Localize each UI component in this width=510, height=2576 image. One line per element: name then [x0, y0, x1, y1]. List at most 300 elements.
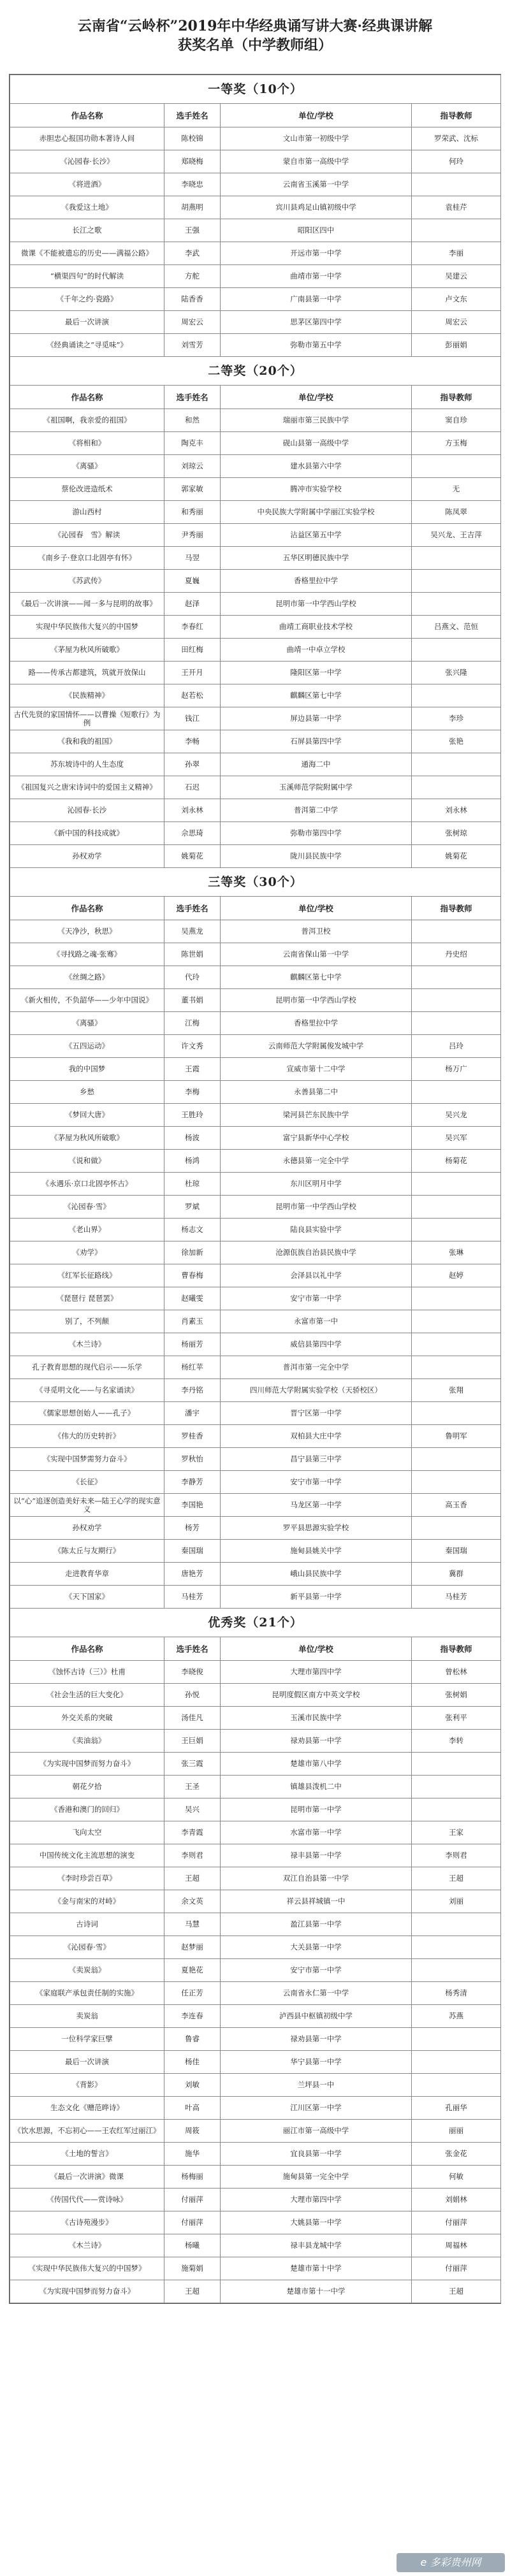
advisor-cell: 孔丽华: [412, 2097, 501, 2120]
table-header-row: [10, 386, 501, 409]
advisor-cell: [412, 1959, 501, 1982]
table-row: [10, 1058, 501, 1081]
header-school: 单位/学校: [221, 1637, 412, 1661]
header-work-title: 作品名称: [10, 386, 164, 409]
contestant-name-cell: 李晓俊: [164, 1661, 221, 1684]
school-cell: 罗平县思源实验学校: [221, 1517, 412, 1540]
work-title-cell: 《古诗苑漫步》: [10, 2211, 164, 2234]
advisor-cell: 张兴隆: [412, 662, 501, 684]
advisor-cell: 王家: [412, 1821, 501, 1844]
advisor-cell: 卢文东: [412, 288, 501, 311]
contestant-name-cell: 刘敏: [164, 2074, 221, 2097]
work-title-cell: 乡愁: [10, 1081, 164, 1104]
table-row: [10, 1196, 501, 1219]
advisor-cell: 周福林: [412, 2234, 501, 2257]
contestant-name-cell: 施华: [164, 2143, 221, 2166]
contestant-name-cell: 杜琼: [164, 1173, 221, 1196]
contestant-name-cell: 姚菊花: [164, 845, 221, 868]
school-cell: 陆良县实验中学: [221, 1219, 412, 1241]
work-title-cell: 《民族精神》: [10, 684, 164, 707]
school-cell: 玉溪师范学院附属中学: [221, 776, 412, 799]
table-row: [10, 1844, 501, 1867]
school-cell: 禄劝县第一中学: [221, 2028, 412, 2051]
school-cell: 昆明市第一中学西山学校: [221, 989, 412, 1012]
work-title-cell: 《五四运动》: [10, 1035, 164, 1058]
work-title-cell: 《离骚》: [10, 1012, 164, 1035]
school-cell: 楚雄市第十中学: [221, 2257, 412, 2280]
table-row: [10, 920, 501, 943]
table-row: [10, 1936, 501, 1959]
contestant-name-cell: 刘琼云: [164, 455, 221, 478]
advisor-cell: [412, 2028, 501, 2051]
table-row: [10, 1684, 501, 1707]
contestant-name-cell: 付丽萍: [164, 2211, 221, 2234]
advisor-cell: 方玉梅: [412, 432, 501, 455]
advisor-cell: 李丽: [412, 242, 501, 265]
contestant-name-cell: 罗桂香: [164, 1425, 221, 1448]
table-row: [10, 1012, 501, 1035]
school-cell: 昆明市第一中学西山学校: [221, 1196, 412, 1219]
school-cell: 宣威市第十二中学: [221, 1058, 412, 1081]
advisor-cell: 鲁明军: [412, 1425, 501, 1448]
school-cell: 玉溪市民族中学: [221, 1707, 412, 1730]
work-title-cell: 《卖炭翁》: [10, 1959, 164, 1982]
advisor-cell: [412, 1196, 501, 1219]
work-title-cell: 《背影》: [10, 2074, 164, 2097]
school-cell: 禄丰县第一中学: [221, 1844, 412, 1867]
award-section-heading: [10, 868, 501, 897]
school-cell: 镇雄县泼机二中: [221, 1776, 412, 1798]
table-row: [10, 242, 501, 265]
contestant-name-cell: 任正芳: [164, 1982, 221, 2005]
contestant-name-cell: 杨佳: [164, 2051, 221, 2074]
award-list-sheet: [9, 74, 501, 2304]
work-title-cell: 《儒家思想创始人——孔子》: [10, 1402, 164, 1425]
work-title-cell: 《老山界》: [10, 1219, 164, 1241]
school-cell: 大关县第一中学: [221, 1936, 412, 1959]
work-title-cell: 中国传统文化主流思想的演变: [10, 1844, 164, 1867]
table-row: [10, 1494, 501, 1517]
work-title-cell: 《千年之约·瓷路》: [10, 288, 164, 311]
work-title-cell: 《茅屋为秋风所破歌》: [10, 1127, 164, 1150]
contestant-name-cell: 王超: [164, 2280, 221, 2303]
advisor-cell: [412, 1012, 501, 1035]
table-row: [10, 409, 501, 432]
header-contestant-name: 选手姓名: [164, 897, 221, 920]
advisor-cell: 杨菊花: [412, 1150, 501, 1173]
work-title-cell: 《蚀怀古诗（三）》杜甫: [10, 1661, 164, 1684]
table-row: [10, 173, 501, 196]
work-title-cell: 赤胆忠心报国功勋本著诗人间: [10, 127, 164, 150]
school-cell: 云南省永仁第一中学: [221, 1982, 412, 2005]
advisor-cell: 高玉香: [412, 1494, 501, 1517]
advisor-cell: 刘丽: [412, 1890, 501, 1913]
contestant-name-cell: 许文秀: [164, 1035, 221, 1058]
contestant-name-cell: 王开月: [164, 662, 221, 684]
school-cell: 屏边县第一中学: [221, 707, 412, 730]
table-row: [10, 2143, 501, 2166]
school-cell: 施甸县第一完全中学: [221, 2166, 412, 2189]
work-title-cell: 实现中华民族伟大复兴的中国梦: [10, 616, 164, 639]
advisor-cell: 李转: [412, 1730, 501, 1753]
school-cell: 宜良县第一中学: [221, 2143, 412, 2166]
school-cell: 云南师范大学附属俊发城中学: [221, 1035, 412, 1058]
contestant-name-cell: 潘宇: [164, 1402, 221, 1425]
work-title-cell: 《饮水思源，不忘初心——王农红军过丽江》: [10, 2120, 164, 2143]
work-title-cell: 《离骚》: [10, 455, 164, 478]
header-advisor: 指导教师: [412, 1637, 501, 1661]
advisor-cell: 周宏云: [412, 311, 501, 334]
table-row: [10, 1776, 501, 1798]
contestant-name-cell: 肖素玉: [164, 1310, 221, 1333]
work-title-cell: 《祖国啊，我亲爱的祖国》: [10, 409, 164, 432]
advisor-cell: [412, 1517, 501, 1540]
work-title-cell: 《沁园春·长沙》: [10, 150, 164, 173]
contestant-name-cell: 方舵: [164, 265, 221, 288]
table-row: [10, 2189, 501, 2211]
school-cell: 昭阳区四中: [221, 219, 412, 242]
contestant-name-cell: 夏巍: [164, 570, 221, 593]
school-cell: 弥勒市第五中学: [221, 334, 412, 357]
table-row: [10, 288, 501, 311]
school-cell: 梁河县芒东民族中学: [221, 1104, 412, 1127]
table-row: [10, 662, 501, 684]
work-title-cell: 《劝学》: [10, 1241, 164, 1264]
advisor-cell: 赵婷: [412, 1264, 501, 1287]
table-row: [10, 2051, 501, 2074]
contestant-name-cell: 罗斌: [164, 1196, 221, 1219]
table-row: [10, 707, 501, 730]
work-title-cell: 《实现中华民族伟大复兴的中国梦》: [10, 2257, 164, 2280]
header-advisor: 指导教师: [412, 897, 501, 920]
table-row: [10, 1241, 501, 1264]
table-row: [10, 1402, 501, 1425]
work-title-cell: 《祖国复兴之唐宋诗词中的爱国主义精神》: [10, 776, 164, 799]
school-cell: 五华区明德民族中学: [221, 547, 412, 570]
table-row: [10, 1540, 501, 1563]
advisor-cell: 吴兴龙: [412, 1104, 501, 1127]
contestant-name-cell: 李晓忠: [164, 173, 221, 196]
work-title-cell: 我的中国梦: [10, 1058, 164, 1081]
work-title-cell: 长江之歌: [10, 219, 164, 242]
advisor-cell: 李珍: [412, 707, 501, 730]
advisor-cell: 刘娟林: [412, 2189, 501, 2211]
work-title-cell: 《永遇乐·京口北固亭怀古》: [10, 1173, 164, 1196]
advisor-cell: [412, 1776, 501, 1798]
advisor-cell: 陈凤翠: [412, 501, 501, 524]
advisor-cell: 丹史绍: [412, 943, 501, 966]
work-title-cell: 《最后一次讲演——闻一多与昆明的故事》: [10, 593, 164, 616]
award-section-title: 优秀奖（21个）: [10, 1609, 501, 1637]
work-title-cell: 《寻找路之魂·张骞》: [10, 943, 164, 966]
school-cell: 盈江县第一中学: [221, 1913, 412, 1936]
work-title-cell: 以“心”追逐创造美好未来—陆王心学的现实意义: [10, 1494, 164, 1517]
table-row: [10, 196, 501, 219]
work-title-cell: 游山西村: [10, 501, 164, 524]
contestant-name-cell: 赵曦雯: [164, 1287, 221, 1310]
work-title-cell: 《我爱这土地》: [10, 196, 164, 219]
advisor-cell: [412, 1287, 501, 1310]
document-title: [0, 0, 510, 52]
advisor-cell: [412, 593, 501, 616]
contestant-name-cell: 秦国瑞: [164, 1540, 221, 1563]
advisor-cell: [412, 1798, 501, 1821]
table-row: [10, 593, 501, 616]
contestant-name-cell: 胡燕明: [164, 196, 221, 219]
school-cell: 大理市第四中学: [221, 1661, 412, 1684]
advisor-cell: [412, 1448, 501, 1471]
advisor-cell: [412, 989, 501, 1012]
work-title-cell: 沁园春·长沙: [10, 799, 164, 822]
contestant-name-cell: 李梅: [164, 1081, 221, 1104]
advisor-cell: 张树琼: [412, 822, 501, 845]
work-title-cell: 《陈太丘与友期行》: [10, 1540, 164, 1563]
table-row: [10, 1379, 501, 1402]
advisor-cell: [412, 1173, 501, 1196]
table-row: [10, 570, 501, 593]
school-cell: 大姚县第一中学: [221, 2211, 412, 2234]
contestant-name-cell: 王巨娟: [164, 1730, 221, 1753]
school-cell: 禄丰县龙城中学: [221, 2234, 412, 2257]
header-contestant-name: 选手姓名: [164, 1637, 221, 1661]
contestant-name-cell: 江梅: [164, 1012, 221, 1035]
advisor-cell: 冀群: [412, 1563, 501, 1586]
work-title-cell: 一位科学家巨擘: [10, 2028, 164, 2051]
work-title-cell: 外交关系的突破: [10, 1707, 164, 1730]
school-cell: 隆阳区第一中学: [221, 662, 412, 684]
work-title-cell: 《长征》: [10, 1471, 164, 1494]
table-row: [10, 1104, 501, 1127]
contestant-name-cell: 夏艳花: [164, 1959, 221, 1982]
school-cell: 施甸县姚关中学: [221, 1540, 412, 1563]
work-title-cell: 《卖油翁》: [10, 1730, 164, 1753]
work-title-cell: 苏东坡诗中的人生态度: [10, 753, 164, 776]
school-cell: 永善县第二中: [221, 1081, 412, 1104]
advisor-cell: 窦自珍: [412, 409, 501, 432]
school-cell: 丽江市第一高级中学: [221, 2120, 412, 2143]
contestant-name-cell: 赵梦丽: [164, 1936, 221, 1959]
work-title-cell: 《我和我的祖国》: [10, 730, 164, 753]
advisor-cell: [412, 455, 501, 478]
contestant-name-cell: 李连春: [164, 2005, 221, 2028]
school-cell: 水富市第一中学: [221, 1821, 412, 1844]
school-cell: 永德县第一完全中学: [221, 1150, 412, 1173]
work-title-cell: 《土地的誓言》: [10, 2143, 164, 2166]
contestant-name-cell: 李则君: [164, 1844, 221, 1867]
contestant-name-cell: 徐加新: [164, 1241, 221, 1264]
table-row: [10, 989, 501, 1012]
table-header-row: [10, 1637, 501, 1661]
school-cell: 普洱市第一完全中学: [221, 1356, 412, 1379]
work-title-cell: 走进教育华章: [10, 1563, 164, 1586]
work-title-cell: 《家庭联产承包责任制的实施》: [10, 1982, 164, 2005]
school-cell: 楚雄市第十一中学: [221, 2280, 412, 2303]
contestant-name-cell: 石迟: [164, 776, 221, 799]
advisor-cell: 无: [412, 478, 501, 501]
table-row: [10, 2257, 501, 2280]
contestant-name-cell: 张三霞: [164, 1753, 221, 1776]
school-cell: 云南省玉溪第一中学: [221, 173, 412, 196]
contestant-name-cell: 马翌: [164, 547, 221, 570]
work-title-cell: 飞向太空: [10, 1821, 164, 1844]
school-cell: 四川师范大学附属实验学校（天骄校区）: [221, 1379, 412, 1402]
school-cell: 马龙区第一中学: [221, 1494, 412, 1517]
advisor-cell: [412, 753, 501, 776]
school-cell: 曲靖市第一中学: [221, 265, 412, 288]
advisor-cell: 罗荣武、沈标: [412, 127, 501, 150]
work-title-cell: 最后一次讲演: [10, 311, 164, 334]
contestant-name-cell: 钱江: [164, 707, 221, 730]
title-line-1: 云南省“云岭杯”2019年中华经典诵写讲大赛·经典课讲解: [77, 18, 433, 34]
table-row: [10, 684, 501, 707]
school-cell: 开远市第一中学: [221, 242, 412, 265]
contestant-name-cell: 代玲: [164, 966, 221, 989]
work-title-cell: 《丝绸之路》: [10, 966, 164, 989]
school-cell: 瑞丽市第三民族中学: [221, 409, 412, 432]
work-title-cell: 《香港和澳门的回归》: [10, 1798, 164, 1821]
advisor-cell: 张树娟: [412, 1684, 501, 1707]
contestant-name-cell: 王胜玲: [164, 1104, 221, 1127]
contestant-name-cell: 杨红苹: [164, 1356, 221, 1379]
contestant-name-cell: 马桂芳: [164, 1586, 221, 1609]
advisor-cell: [412, 966, 501, 989]
school-cell: 香格里拉中学: [221, 1012, 412, 1035]
work-title-cell: 孔子教育思想的现代启示——乐学: [10, 1356, 164, 1379]
table-row: [10, 1425, 501, 1448]
work-title-cell: 《新中国的科技成就》: [10, 822, 164, 845]
advisor-cell: [412, 1333, 501, 1356]
contestant-name-cell: 李丹铭: [164, 1379, 221, 1402]
header-contestant-name: 选手姓名: [164, 386, 221, 409]
school-cell: 双柏县大庄中学: [221, 1425, 412, 1448]
table-row: [10, 265, 501, 288]
advisor-cell: 付丽萍: [412, 2257, 501, 2280]
contestant-name-cell: 陈校锦: [164, 127, 221, 150]
work-title-cell: 卖炭翁: [10, 2005, 164, 2028]
school-cell: 文山市第一初级中学: [221, 127, 412, 150]
table-row: [10, 127, 501, 150]
work-title-cell: 《实现中国梦需努力奋斗》: [10, 1448, 164, 1471]
work-title-cell: 《沁园春·雪》: [10, 1936, 164, 1959]
award-section-title: 三等奖（30个）: [10, 868, 501, 897]
school-cell: 沧源佤族自治县民族中学: [221, 1241, 412, 1264]
contestant-name-cell: 杨梅丽: [164, 2166, 221, 2189]
table-row: [10, 753, 501, 776]
table-row: [10, 1287, 501, 1310]
contestant-name-cell: 和然: [164, 409, 221, 432]
work-title-cell: 《为实现中国梦而努力奋斗》: [10, 1753, 164, 1776]
work-title-cell: 《琵琶行 琵琶罢》: [10, 1287, 164, 1310]
table-row: [10, 1356, 501, 1379]
work-title-cell: 《梦回大唐》: [10, 1104, 164, 1127]
table-row: [10, 1333, 501, 1356]
contestant-name-cell: 付丽萍: [164, 2189, 221, 2211]
contestant-name-cell: 和秀丽: [164, 501, 221, 524]
table-row: [10, 799, 501, 822]
advisor-cell: [412, 684, 501, 707]
table-row: [10, 1982, 501, 2005]
header-advisor: 指导教师: [412, 104, 501, 127]
table-row: [10, 1173, 501, 1196]
contestant-name-cell: 杨志文: [164, 1219, 221, 1241]
work-title-cell: 《最后一次讲演》微课: [10, 2166, 164, 2189]
table-row: [10, 2074, 501, 2097]
table-row: [10, 334, 501, 357]
work-title-cell: 《李时珍尝百草》: [10, 1867, 164, 1890]
school-cell: 普洱第二中学: [221, 799, 412, 822]
header-advisor: 指导教师: [412, 386, 501, 409]
work-title-cell: 《天下国家》: [10, 1586, 164, 1609]
work-title-cell: 《沁园春 雪》解读: [10, 524, 164, 547]
work-title-cell: 《将相和》: [10, 432, 164, 455]
watermark-logo: e 多彩贵州网: [397, 2553, 505, 2572]
contestant-name-cell: 叶高: [164, 2097, 221, 2120]
advisor-cell: 王超: [412, 1867, 501, 1890]
school-cell: 昆明市第一中学西山学校: [221, 593, 412, 616]
advisor-cell: 吕燕文、范恒: [412, 616, 501, 639]
table-row: [10, 1035, 501, 1058]
contestant-name-cell: 尹秀丽: [164, 524, 221, 547]
advisor-cell: 李则君: [412, 1844, 501, 1867]
school-cell: 东川区明月中学: [221, 1173, 412, 1196]
work-title-cell: 《木兰诗》: [10, 2234, 164, 2257]
table-row: [10, 1310, 501, 1333]
school-cell: 麒麟区第七中学: [221, 684, 412, 707]
school-cell: 泸西县中枢镇初级中学: [221, 2005, 412, 2028]
contestant-name-cell: 余文英: [164, 1890, 221, 1913]
school-cell: 通海二中: [221, 753, 412, 776]
school-cell: 香格里拉中学: [221, 570, 412, 593]
work-title-cell: 《社会生活的巨大变化》: [10, 1684, 164, 1707]
header-work-title: 作品名称: [10, 1637, 164, 1661]
work-title-cell: 《经典诵读之“寻觅味”》: [10, 334, 164, 357]
school-cell: 会泽县以礼中学: [221, 1264, 412, 1287]
school-cell: 永富市第一中: [221, 1310, 412, 1333]
work-title-cell: 《天净沙，秋思》: [10, 920, 164, 943]
contestant-name-cell: 杨曦: [164, 2234, 221, 2257]
award-section-title: 一等奖（10个）: [10, 75, 501, 104]
work-title-cell: 《将进酒》: [10, 173, 164, 196]
advisor-cell: [412, 547, 501, 570]
work-title-cell: 《传国代代——赏诗咏》: [10, 2189, 164, 2211]
contestant-name-cell: 赵若松: [164, 684, 221, 707]
table-row: [10, 1448, 501, 1471]
contestant-name-cell: 李武: [164, 242, 221, 265]
contestant-name-cell: 鲁睿: [164, 2028, 221, 2051]
school-cell: 宾川县鸡足山镇初级中学: [221, 196, 412, 219]
table-row: [10, 639, 501, 662]
table-row: [10, 547, 501, 570]
contestant-name-cell: 唐艳芳: [164, 1563, 221, 1586]
advisor-cell: 吴建云: [412, 265, 501, 288]
advisor-cell: 姚菊花: [412, 845, 501, 868]
table-row: [10, 616, 501, 639]
contestant-name-cell: 李青霞: [164, 1821, 221, 1844]
school-cell: 弥勒市第四中学: [221, 822, 412, 845]
table-row: [10, 1959, 501, 1982]
school-cell: 禄劝县第一中学: [221, 1730, 412, 1753]
contestant-name-cell: 李静芳: [164, 1471, 221, 1494]
table-row: [10, 1219, 501, 1241]
school-cell: 安宁市第一中学: [221, 1471, 412, 1494]
table-row: [10, 822, 501, 845]
advisor-cell: [412, 570, 501, 593]
advisor-cell: [412, 639, 501, 662]
school-cell: 广南县第一中学: [221, 288, 412, 311]
header-school: 单位/学校: [221, 897, 412, 920]
school-cell: 华宁县第一中学: [221, 2051, 412, 2074]
work-title-cell: 最后一次讲演: [10, 2051, 164, 2074]
